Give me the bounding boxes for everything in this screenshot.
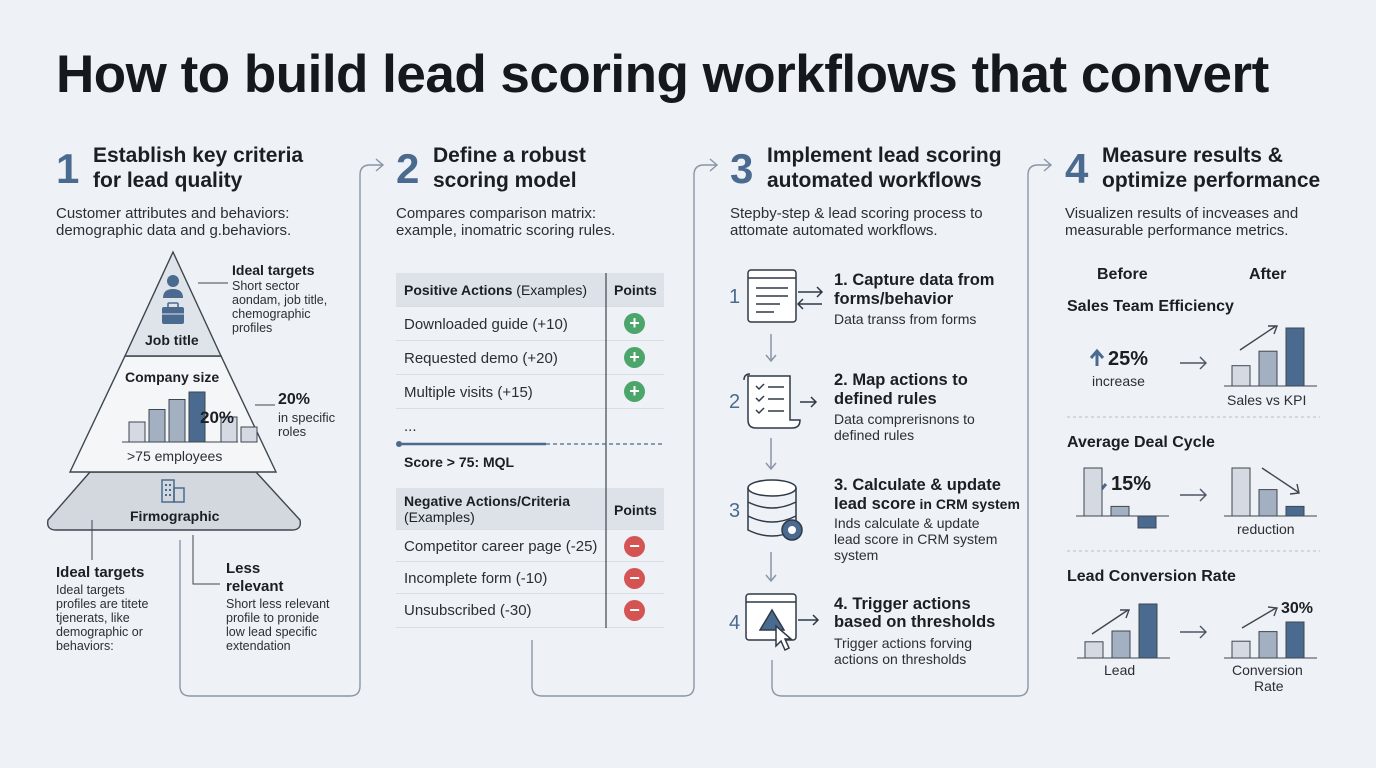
threshold-label: Score > 75: MQL [404, 454, 515, 470]
step-1-heading-line1: Establish key criteria [93, 144, 304, 167]
positive-points-label: Points [614, 282, 657, 298]
step-3-desc-line1: Stepby-step & lead scoring process to [730, 205, 983, 222]
workflow-step-2-desc1: Data comprerisnons to [834, 411, 975, 427]
bottom-ideal-l2: profiles are titete [56, 597, 149, 611]
step-3-desc-line2: attomate automated workflows. [730, 222, 938, 239]
metric-3-value: 30% [1281, 600, 1314, 617]
workflow-step-2-title2: defined rules [834, 390, 937, 408]
metric-1-sub: increase [1092, 373, 1145, 389]
minus-icon: − [624, 568, 645, 589]
workflow-step-3-title1: 3. Calculate & update [834, 476, 1001, 494]
metric-2-before-bar [1111, 506, 1129, 516]
callout-pct-value: 20% [278, 391, 311, 408]
bottom-ideal-l3: tjenerats, like [56, 611, 130, 625]
step-2-desc-line1: Compares comparison matrix: [396, 205, 597, 222]
metric-1-after-bar [1259, 351, 1277, 386]
page-title: How to build lead scoring workflows that convert [56, 45, 1269, 104]
pyramid-mid-sub: >75 employees [127, 448, 223, 464]
workflow-step-4-desc1: Trigger actions forving [834, 635, 972, 651]
step-4-number: 4 [1065, 145, 1089, 192]
metric-1-title: Sales Team Efficiency [1067, 298, 1234, 315]
plus-icon: + [624, 381, 645, 402]
metric-3-before-bar [1112, 631, 1130, 658]
workflow-num-2: 2 [729, 391, 741, 413]
metric-3-after-label-line1: Conversion [1232, 662, 1303, 678]
trend-up-arrow [1240, 326, 1277, 350]
bottom-less-l3: low lead specific [226, 625, 318, 639]
bottom-ideal-l4: demographic or [56, 625, 143, 639]
metric-3-before-label: Lead [1104, 662, 1136, 678]
metric-2-after-bar [1259, 490, 1277, 516]
positive-header-bold: Positive Actions [404, 282, 513, 298]
bottom-less-l1: Short less relevant [226, 597, 330, 611]
callout-ideal-title: Ideal targets [232, 262, 315, 278]
metric-2-before-bar [1138, 516, 1156, 528]
arrow-up-icon [1091, 351, 1103, 366]
step-4-heading-line1: Measure results & [1102, 144, 1283, 167]
minus-icon: − [624, 600, 645, 621]
step-3-number: 3 [730, 145, 754, 192]
metric-3-before-bar [1139, 604, 1157, 658]
workflow-num-1: 1 [729, 286, 741, 308]
negative-row-1: Incomplete form (-10) [404, 570, 548, 587]
positive-row-0: Downloaded guide (+10) [404, 316, 568, 333]
step-2-number: 2 [396, 145, 420, 192]
metric-3-title: Lead Conversion Rate [1067, 568, 1236, 585]
workflow-num-4: 4 [729, 612, 741, 634]
metric-3-before-bar [1085, 642, 1103, 658]
pyramid-mid-label: Company size [125, 369, 220, 385]
bottom-ideal-l1: Ideal targets [56, 583, 125, 597]
workflow-step-4-desc2: actions on thresholds [834, 651, 967, 667]
metric-2-after-bar [1286, 506, 1304, 516]
negative-row-2: Unsubscribed (-30) [404, 602, 532, 619]
negative-header-rest: (Examples) [404, 509, 475, 525]
bottom-less-l2: profile to pronide [226, 611, 320, 625]
negative-row-0: Competitor career page (-25) [404, 538, 598, 555]
callout-ideal-l2: aondam, job title, [232, 293, 328, 307]
workflow-step-3-desc3: system [834, 547, 879, 563]
workflow-step-1-title1: 1. Capture data from [834, 271, 995, 289]
step-4-heading-line2: optimize performance [1102, 169, 1321, 192]
workflow-step-2-desc2: defined rules [834, 427, 915, 443]
plus-icon: + [624, 347, 645, 368]
callout-ideal-l4: profiles [232, 321, 273, 335]
workflow-step-3-title2b: in CRM system [915, 496, 1020, 512]
step-1-heading-line2: for lead quality [93, 169, 243, 192]
table-ellipsis: ... [404, 418, 417, 435]
trend-up-arrow [1092, 610, 1129, 634]
metric-2-after-label: reduction [1237, 521, 1295, 537]
bottom-ideal-title: Ideal targets [56, 564, 145, 581]
workflow-step-3-title2: lead score [834, 495, 916, 513]
bottom-less-title2: relevant [226, 578, 284, 595]
step-2-desc-line2: example, inomatric scoring rules. [396, 222, 616, 239]
bottom-less-l4: extendation [226, 639, 291, 653]
negative-header-bold: Negative Actions/Criteria [404, 493, 570, 509]
metric-2-before-bar [1084, 468, 1102, 516]
pyramid-base-label: Firmographic [130, 508, 220, 524]
metric-3-after-bar [1286, 622, 1304, 658]
workflow-step-4-title1: 4. Trigger actions [834, 595, 971, 613]
step-2-heading-line2: scoring model [433, 169, 577, 192]
step-3-heading-line1: Implement lead scoring [767, 144, 1002, 167]
metric-3-after-bar [1232, 641, 1250, 658]
positive-row-1: Requested demo (+20) [404, 350, 558, 367]
plus-icon: + [624, 313, 645, 334]
negative-points-label: Points [614, 502, 657, 518]
before-label: Before [1097, 266, 1148, 283]
positive-header-rest: (Examples) [512, 282, 588, 298]
metric-2-after-bar [1232, 468, 1250, 516]
metric-3-after-bar [1259, 632, 1277, 658]
callout-pct-l1: in specific [278, 410, 336, 425]
metric-1-value: 25% [1108, 348, 1149, 370]
callout-ideal-l1: Short sector [232, 279, 300, 293]
bottom-less-title1: Less [226, 560, 261, 577]
workflow-step-1-title2: forms/behavior [834, 290, 954, 308]
step-4-desc-line2: measurable performance metrics. [1065, 222, 1289, 239]
pyramid-mid-pct: 20% [200, 408, 235, 427]
metric-1-after-label: Sales vs KPI [1227, 392, 1307, 408]
after-label: After [1249, 266, 1287, 283]
positive-row-2: Multiple visits (+15) [404, 384, 533, 401]
metric-3-after-label-line2: Rate [1254, 678, 1284, 694]
workflow-step-1-desc1: Data transs from forms [834, 311, 977, 327]
workflow-step-3-desc2: lead score in CRM system [834, 531, 998, 547]
step-1-desc-line2: demographic data and g.behaviors. [56, 222, 292, 239]
workflow-num-3: 3 [729, 500, 741, 522]
minus-icon: − [624, 536, 645, 557]
bottom-ideal-l5: behaviors: [56, 639, 114, 653]
workflow-step-3-desc1: Inds calculate & update [834, 515, 980, 531]
callout-pct-l2: roles [278, 424, 307, 439]
workflow-step-2-title1: 2. Map actions to [834, 371, 968, 389]
metric-1-after-bar [1286, 328, 1304, 386]
step-1-desc-line1: Customer attributes and behaviors: [56, 205, 290, 222]
step-2-heading-line1: Define a robust [433, 144, 586, 167]
metric-2-title: Average Deal Cycle [1067, 434, 1215, 451]
metric-2-value: 15% [1111, 473, 1152, 495]
step-4-desc-line1: Visualizen results of incveases and [1065, 205, 1299, 222]
pyramid-top-label: Job title [145, 332, 199, 348]
step-3-heading-line2: automated workflows [767, 169, 982, 192]
metric-1-after-bar [1232, 366, 1250, 386]
trend-up-arrow [1242, 607, 1277, 628]
callout-ideal-l3: chemographic [232, 307, 311, 321]
workflow-step-4-title2: based on thresholds [834, 613, 996, 631]
step-1-number: 1 [56, 145, 80, 192]
